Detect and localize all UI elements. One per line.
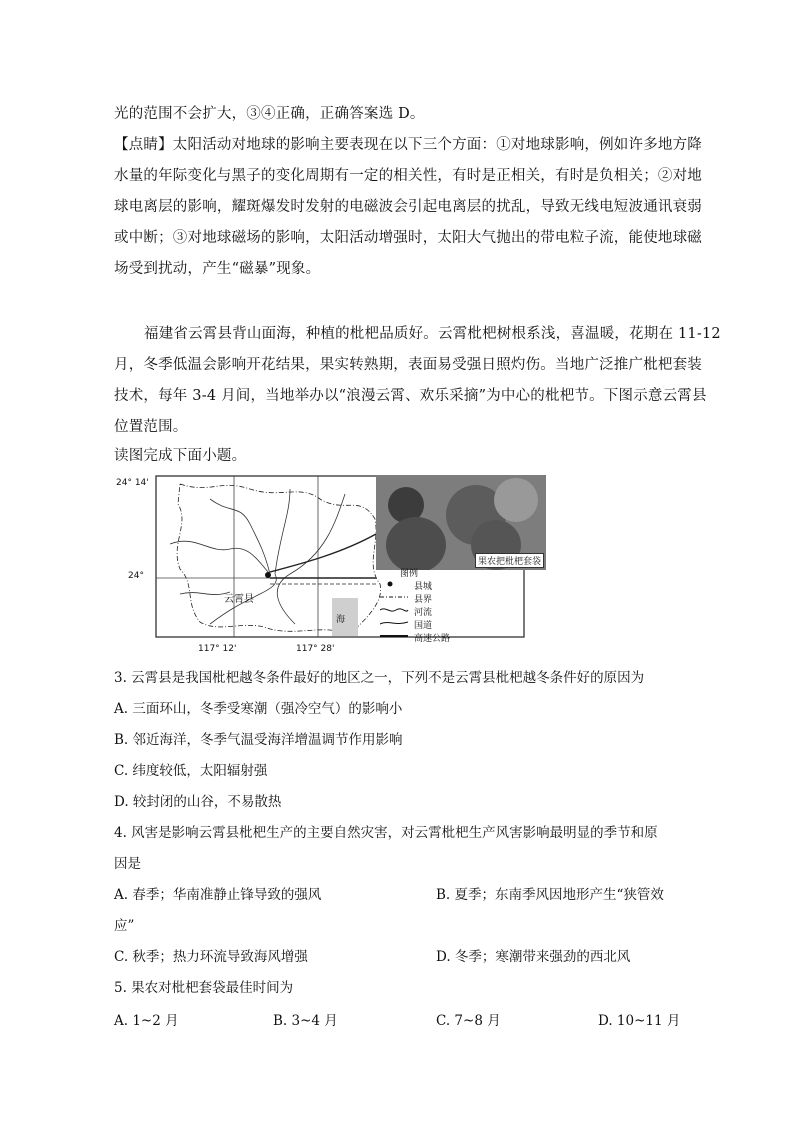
legend-item: 县界 (414, 595, 433, 605)
q4-option: B. 夏季；东南季风因地形产生“狭管效 (436, 887, 664, 903)
q3-option: B. 邻近海洋，冬季气温受海洋增温调节作用影响 (114, 732, 403, 748)
legend-item: 河流 (380, 605, 450, 618)
text-line: 光的范围不会扩大，③④正确，正确答案选 D。 (114, 106, 425, 122)
q4-option: C. 秋季；热力环流导致海风增强 (114, 949, 308, 965)
q5-option: D. 10~11 月 (598, 1013, 681, 1029)
sea-label: 海 (336, 615, 346, 625)
q4-option: 应” (114, 918, 135, 934)
q4-option: A. 春季；华南准静止锋导致的强风 (114, 887, 322, 903)
lon-label-left: 117° 12' (198, 644, 237, 654)
passage-line: 位置范围。 (114, 419, 188, 435)
lon-label-right: 117° 28' (296, 644, 335, 654)
map-legend (380, 566, 450, 644)
photo-caption: 果农把枇杷套袋 (475, 553, 544, 568)
lat-label-mid: 24° (128, 571, 144, 581)
legend-item: 国道 (380, 618, 450, 631)
q4-stem: 4. 风害是影响云霄县枇杷生产的主要自然灾害，对云霄枇杷生产风害影响最明显的季节和原 (114, 825, 658, 841)
q3-stem: 3. 云霄县是我国枇杷越冬条件最好的地区之一，下列不是云霄县枇杷越冬条件好的原因为 (114, 670, 645, 686)
q5-option: B. 3~4 月 (273, 1013, 338, 1029)
tip-line: 球电离层的影响，耀斑爆发时发射的电磁波会引起电离层的扰乱，导致无线电短波通讯衰弱 (114, 199, 702, 215)
lat-label-top: 24° 14' (116, 478, 149, 488)
q3-option: C. 纬度较低，太阳辐射强 (114, 763, 268, 779)
q5-option: A. 1~2 月 (114, 1013, 179, 1029)
q5-option: C. 7~8 月 (436, 1013, 501, 1029)
passage-line: 月，冬季低温会影响开花结果，果实转熟期，表面易受强日照灼伤。当地广泛推广枇杷套装 (114, 357, 702, 373)
passage-line: 福建省云霄县背山面海，种植的枇杷品质好。云霄枇杷树根系浅，喜温暖，花期在 11-12 (144, 326, 721, 342)
legend-item: 高速公路 (414, 634, 451, 644)
q4-option: D. 冬季；寒潮带来强劲的西北风 (436, 949, 631, 965)
loquat-bagging-photo (376, 475, 546, 570)
tip-line: 场受到扰动，产生“磁暴”现象。 (114, 261, 321, 277)
instruction: 读图完成下面小题。 (114, 448, 247, 464)
q3-option: D. 较封闭的山谷，不易散热 (114, 794, 282, 810)
legend-item: 县城 (380, 579, 450, 592)
tip-line: 或中断；③对地球磁场的影响，太阳活动增强时，太阳大气抛出的带电粒子流，能使地球磁 (114, 230, 702, 246)
county-label: 云霄县 (224, 594, 254, 605)
q3-option: A. 三面环山，冬季受寒潮（强冷空气）的影响小 (114, 701, 403, 717)
tip-line: 【点睛】太阳活动对地球的影响主要表现在以下三个方面：①对地球影响，例如许多地方降 (114, 137, 702, 153)
q4-stem: 因是 (114, 856, 141, 872)
passage-line: 技术，每年 3-4 月间，当地举办以“浪漫云霄、欢乐采摘”为中心的枇杷节。下图示意云霄县 (114, 388, 707, 404)
q5-stem: 5. 果农对枇杷套袋最佳时间为 (114, 980, 294, 996)
tip-line: 水量的年际变化与黑子的变化周期有一定的相关性，有时是正相关，有时是负相关；②对地 (114, 168, 702, 184)
legend-title: 图例 (400, 569, 419, 579)
